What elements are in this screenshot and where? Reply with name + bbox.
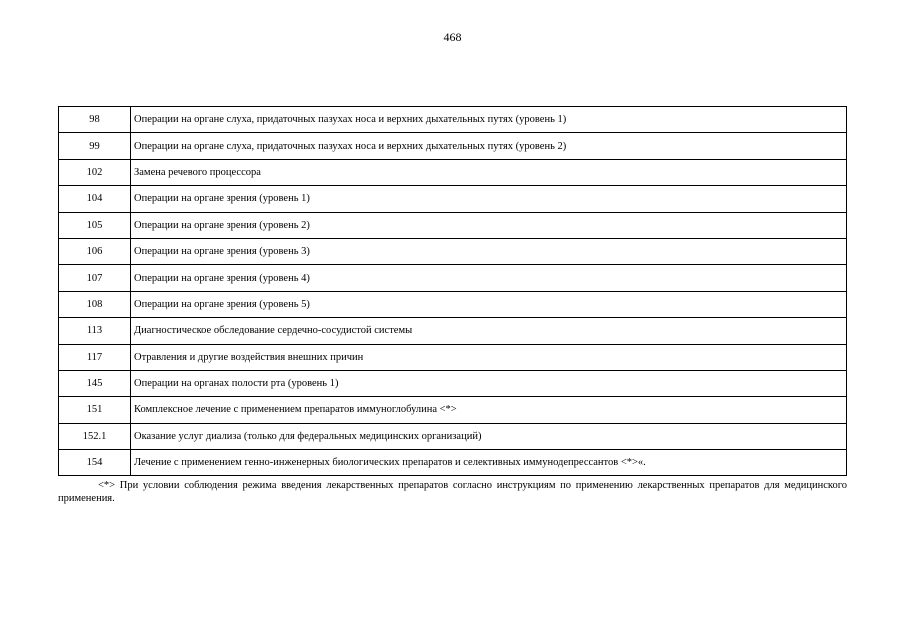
row-code: 151 <box>59 397 131 423</box>
table-row <box>59 238 847 264</box>
row-description: Операции на органах полости рта (уровень 1) <box>131 370 847 396</box>
table-row <box>59 186 847 212</box>
row-code: 154 <box>59 450 131 476</box>
row-code: 145 <box>59 370 131 396</box>
row-code: 99 <box>59 133 131 159</box>
row-code: 108 <box>59 291 131 317</box>
table-row <box>59 397 847 423</box>
row-code: 106 <box>59 238 131 264</box>
row-description: Комплексное лечение с применением препаратов иммуноглобулина <*> <box>131 397 847 423</box>
row-description: Диагностическое обследование сердечно-сосудистой системы <box>131 318 847 344</box>
table-row <box>59 370 847 396</box>
row-code: 104 <box>59 186 131 212</box>
row-description: Операции на органе слуха, придаточных пазухах носа и верхних дыхательных путях (уровень 2) <box>131 133 847 159</box>
table-row <box>59 107 847 133</box>
row-code: 117 <box>59 344 131 370</box>
table-row <box>59 291 847 317</box>
row-code: 98 <box>59 107 131 133</box>
table-row <box>59 450 847 476</box>
table-row <box>59 133 847 159</box>
row-code: 105 <box>59 212 131 238</box>
codes-table <box>58 106 847 476</box>
table-row <box>59 212 847 238</box>
row-description: Операции на органе зрения (уровень 3) <box>131 238 847 264</box>
row-description: Отравления и другие воздействия внешних причин <box>131 344 847 370</box>
row-description: Операции на органе зрения (уровень 4) <box>131 265 847 291</box>
table-row <box>59 318 847 344</box>
row-description: Замена речевого процессора <box>131 159 847 185</box>
row-code: 102 <box>59 159 131 185</box>
table-row <box>59 344 847 370</box>
row-description: Операции на органе зрения (уровень 1) <box>131 186 847 212</box>
table-row <box>59 423 847 449</box>
table-row <box>59 159 847 185</box>
row-description: Лечение с применением генно-инженерных биологических препаратов и селективных иммунодепрессантов <*>«. <box>131 450 847 476</box>
row-description: Операции на органе слуха, придаточных пазухах носа и верхних дыхательных путях (уровень 1) <box>131 107 847 133</box>
row-code: 113 <box>59 318 131 344</box>
page-number: 468 <box>443 30 462 44</box>
row-code: 152.1 <box>59 423 131 449</box>
row-description: Оказание услуг диализа (только для федеральных медицинских организаций) <box>131 423 847 449</box>
row-description: Операции на органе зрения (уровень 5) <box>131 291 847 317</box>
footnote: <*> При условии соблюдения режима введения лекарственных препаратов согласно инструкциям по применению лекарственных препаратов для медицинского применения. <box>58 480 847 504</box>
table-row <box>59 265 847 291</box>
row-description: Операции на органе зрения (уровень 2) <box>131 212 847 238</box>
row-code: 107 <box>59 265 131 291</box>
